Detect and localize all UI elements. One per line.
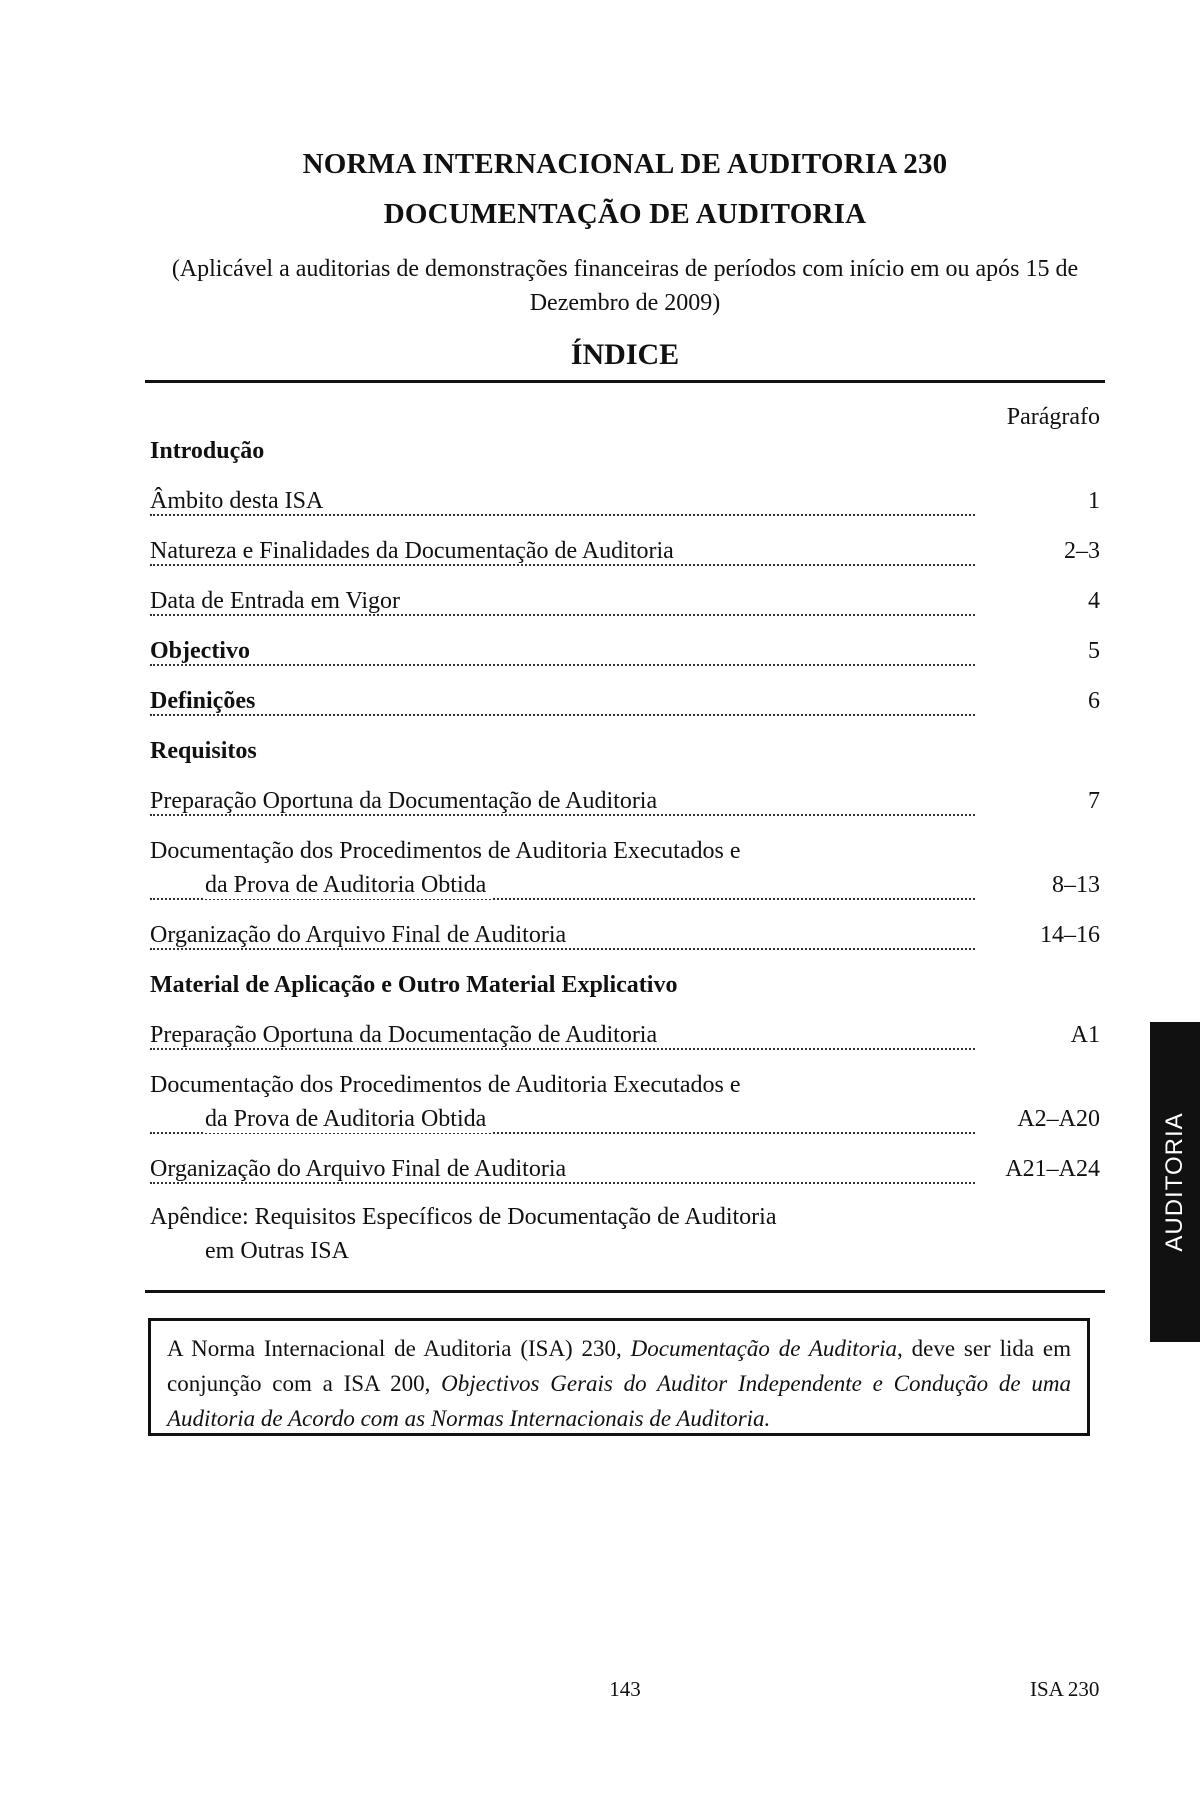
toc-entry-mat-organizacao <box>150 1156 1100 1190</box>
toc-section-introducao <box>150 438 1100 472</box>
toc-section-label: Requisitos <box>150 738 263 764</box>
toc-entry-req-documentacao <box>150 838 1100 906</box>
toc-section-label: Introdução <box>150 438 270 464</box>
toc-entry-paragraph: A21–A24 <box>1005 1156 1100 1182</box>
toc-entry-paragraph: 1 <box>1088 488 1100 514</box>
leader-dots <box>150 514 975 516</box>
toc-entry-label: Natureza e Finalidades da Documentação de Auditoria <box>150 538 680 564</box>
leader-dots <box>150 614 975 616</box>
section-side-tab <box>1150 1022 1200 1342</box>
toc-entry-label: Organização do Arquivo Final de Auditoria <box>150 922 572 948</box>
document-title: NORMA INTERNACIONAL DE AUDITORIA 230 <box>302 148 948 180</box>
note-italic-title: Documentação de Auditoria <box>630 1336 898 1361</box>
toc-entry-paragraph: 7 <box>1088 788 1100 814</box>
top-divider <box>145 380 1105 383</box>
bottom-divider <box>145 1290 1105 1293</box>
leader-dots <box>150 714 975 716</box>
toc-entry-paragraph: 5 <box>1088 638 1100 664</box>
document-subtitle: DOCUMENTAÇÃO DE AUDITORIA <box>383 198 867 230</box>
toc-entry-label: Definições <box>150 688 261 714</box>
toc-entry-paragraph: 2–3 <box>1064 538 1100 564</box>
reading-note-box <box>148 1318 1090 1436</box>
leader-dots <box>150 814 975 816</box>
toc-entry-mat-documentacao <box>150 1072 1100 1140</box>
leader-dots <box>150 948 975 950</box>
side-tab-label: AUDITORIA <box>1161 1112 1188 1252</box>
toc-entry-label-cont: em Outras ISA <box>205 1238 349 1264</box>
index-heading: ÍNDICE <box>570 338 680 371</box>
toc-entry-data <box>150 588 1100 622</box>
toc-entry-label: Organização do Arquivo Final de Auditoria <box>150 1156 572 1182</box>
toc-entry-label: Âmbito desta ISA <box>150 488 329 514</box>
leader-dots <box>150 564 975 566</box>
leader-dots <box>150 1182 975 1184</box>
page-number: 143 <box>609 1677 641 1701</box>
toc-entry-label: Objectivo <box>150 638 256 664</box>
toc-entry-req-organizacao <box>150 922 1100 956</box>
toc-section-requisitos <box>150 738 1100 772</box>
leader-dots <box>150 664 975 666</box>
toc-entry-req-preparacao <box>150 788 1100 822</box>
toc-entry-definicoes <box>150 688 1100 722</box>
toc-entry-ambito <box>150 488 1100 522</box>
toc-entry-objectivo <box>150 638 1100 672</box>
toc-entry-label-cont: da Prova de Auditoria Obtida <box>205 1106 492 1133</box>
toc-entry-paragraph: 4 <box>1088 588 1100 614</box>
note-text-cont: , deve ser lida em conjunção com a ISA 200, <box>167 1336 1071 1396</box>
toc-entry-mat-preparacao <box>150 1022 1100 1056</box>
toc-entry-label: Documentação dos Procedimentos de Auditoria Executados e <box>150 838 747 864</box>
toc-entry-paragraph: A2–A20 <box>1017 1106 1100 1132</box>
toc-section-material <box>150 972 1100 1006</box>
applicability-note: (Aplicável a auditorias de demonstrações financeiras de períodos com início em ou após 15 de Dezembro de 2009) <box>171 256 1079 316</box>
toc-section-label: Material de Aplicação e Outro Material Explicativo <box>150 972 683 998</box>
toc-entry-label: Apêndice: Requisitos Específicos de Documentação de Auditoria <box>150 1204 782 1230</box>
leader-dots <box>150 1048 975 1050</box>
toc-entry-label-cont: da Prova de Auditoria Obtida <box>205 872 492 899</box>
paragraph-column-header: Parágrafo <box>1006 404 1100 430</box>
footer-standard-ref: ISA 230 <box>1030 1677 1100 1701</box>
note-italic-reference: Objectivos Gerais do Auditor Independente e Condução de uma Auditoria de Acordo com as Normas Internacionais de Auditoria. <box>167 1371 1071 1431</box>
note-text: A Norma Internacional de Auditoria (ISA) 230, <box>167 1336 631 1361</box>
toc-entry-paragraph: A1 <box>1070 1022 1100 1048</box>
toc-entry-apendice <box>150 1204 1100 1272</box>
toc-entry-label: Documentação dos Procedimentos de Auditoria Executados e <box>150 1072 747 1098</box>
toc-entry-label: Preparação Oportuna da Documentação de Auditoria <box>150 788 663 814</box>
toc-entry-natureza <box>150 538 1100 572</box>
toc-entry-label: Data de Entrada em Vigor <box>150 588 406 614</box>
toc-entry-label: Preparação Oportuna da Documentação de Auditoria <box>150 1022 663 1048</box>
toc-entry-paragraph: 14–16 <box>1040 922 1100 948</box>
toc-entry-paragraph: 8–13 <box>1052 872 1100 898</box>
toc-entry-paragraph: 6 <box>1088 688 1100 714</box>
